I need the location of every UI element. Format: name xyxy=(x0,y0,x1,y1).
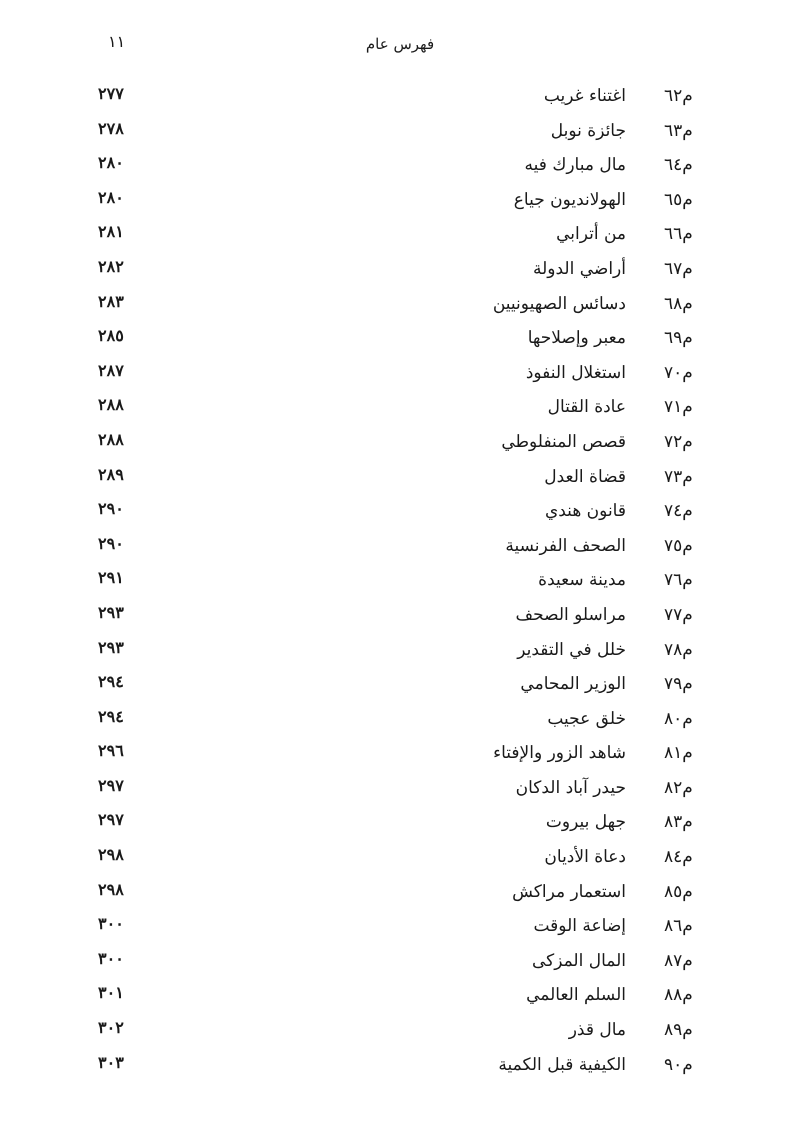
entry-number: م٦٧ xyxy=(664,258,693,279)
entry-number: م٧٢ xyxy=(664,431,693,452)
entry-number: م٧٤ xyxy=(664,501,693,522)
entry-number: م٩٠ xyxy=(664,1054,693,1075)
entry-title: دعاة الأديان xyxy=(544,847,626,868)
index-entry xyxy=(0,843,800,878)
entry-page-number: ٢٨٣ xyxy=(98,291,124,311)
index-entry xyxy=(0,566,800,601)
entry-title: دسائس الصهيونيين xyxy=(492,293,626,314)
entry-number: م٨٠ xyxy=(664,708,693,729)
entry-page-number: ٢٩٠ xyxy=(98,499,124,519)
entry-title: استعمار مراكش xyxy=(512,881,626,902)
index-list xyxy=(0,82,800,1085)
entry-title: الكيفية قبل الكمية xyxy=(498,1054,626,1075)
entry-title: من أترابي xyxy=(556,224,626,245)
entry-page-number: ٢٨٠ xyxy=(98,187,124,207)
entry-title: خلل في التقدير xyxy=(517,639,626,660)
entry-page-number: ٢٩٧ xyxy=(98,810,124,830)
entry-title: جائزة نوبل xyxy=(550,120,626,141)
entry-title: قضاة العدل xyxy=(544,466,626,487)
entry-title: شاهد الزور والإفتاء xyxy=(493,743,626,764)
index-entry xyxy=(0,220,800,255)
index-entry xyxy=(0,532,800,567)
entry-page-number: ٢٧٧ xyxy=(98,84,124,103)
entry-page-number: ٢٩٤ xyxy=(98,706,124,726)
index-entry xyxy=(0,808,800,843)
page-number: ١١ xyxy=(108,32,126,51)
entry-page-number: ٣٠٠ xyxy=(98,914,124,934)
entry-page-number: ٢٩٨ xyxy=(98,879,124,899)
entry-number: م٧٩ xyxy=(664,674,693,695)
entry-number: م٦٨ xyxy=(664,293,693,314)
entry-page-number: ٢٨٠ xyxy=(98,153,124,173)
entry-title: مدينة سعيدة xyxy=(538,570,626,591)
index-entry xyxy=(0,636,800,671)
entry-title: الوزير المحامي xyxy=(520,674,626,695)
index-entry xyxy=(0,463,800,498)
entry-page-number: ٢٨٩ xyxy=(98,464,124,484)
entry-number: م٧٠ xyxy=(664,362,693,383)
entry-page-number: ٢٨١ xyxy=(98,222,124,242)
entry-title: جهل بيروت xyxy=(545,812,626,833)
entry-number: م٨٧ xyxy=(664,950,693,971)
index-entry xyxy=(0,117,800,152)
entry-number: م٦٦ xyxy=(664,224,693,245)
entry-page-number: ٢٩٣ xyxy=(98,637,124,657)
index-entry xyxy=(0,428,800,463)
entry-page-number: ٢٨٥ xyxy=(98,326,124,346)
entry-title: أراضي الدولة xyxy=(533,258,626,279)
index-entry xyxy=(0,912,800,947)
entry-page-number: ٣٠٢ xyxy=(98,1018,124,1038)
entry-page-number: ٢٩٠ xyxy=(98,533,124,553)
entry-page-number: ٢٩٨ xyxy=(98,845,124,865)
entry-title: السلم العالمي xyxy=(526,985,626,1006)
entry-number: م٨٣ xyxy=(664,812,693,833)
entry-title: قصص المنفلوطي xyxy=(501,431,626,452)
entry-title: استغلال النفوذ xyxy=(525,362,626,383)
entry-number: م٨٨ xyxy=(664,985,693,1006)
index-entry xyxy=(0,186,800,221)
entry-number: م٨٤ xyxy=(664,847,693,868)
entry-page-number: ٣٠٣ xyxy=(98,1052,124,1072)
entry-page-number: ٢٩١ xyxy=(98,568,124,588)
entry-number: م٨٢ xyxy=(664,777,693,798)
entry-page-number: ٢٧٨ xyxy=(98,118,124,138)
entry-title: الصحف الفرنسية xyxy=(505,535,626,556)
index-entry xyxy=(0,601,800,636)
entry-title: عادة القتال xyxy=(547,397,626,418)
index-entry xyxy=(0,774,800,809)
entry-number: م٨٥ xyxy=(664,881,693,902)
entry-page-number: ٢٩٧ xyxy=(98,775,124,795)
index-entry xyxy=(0,82,800,117)
entry-page-number: ٢٨٢ xyxy=(98,256,124,276)
entry-page-number: ٢٩٦ xyxy=(98,741,124,761)
entry-number: م٦٢ xyxy=(664,86,693,106)
entry-title: إضاعة الوقت xyxy=(533,916,626,937)
entry-number: م٨٦ xyxy=(664,916,693,937)
index-entry xyxy=(0,739,800,774)
entry-page-number: ٢٨٧ xyxy=(98,360,124,380)
entry-title: حيدر آباد الدكان xyxy=(515,777,626,798)
index-entry xyxy=(0,151,800,186)
index-entry xyxy=(0,359,800,394)
entry-page-number: ٣٠٠ xyxy=(98,948,124,968)
entry-title: خلق عجيب xyxy=(547,708,626,729)
entry-number: م٧٦ xyxy=(664,570,693,591)
index-entry xyxy=(0,705,800,740)
entry-page-number: ٢٨٨ xyxy=(98,395,124,415)
entry-number: م٦٩ xyxy=(664,328,693,349)
entry-title: اغتناء غريب xyxy=(543,86,626,106)
entry-number: م٦٤ xyxy=(664,155,693,176)
entry-number: م٧٣ xyxy=(664,466,693,487)
entry-title: معبر وإصلاحها xyxy=(527,328,626,349)
index-entry xyxy=(0,497,800,532)
index-entry xyxy=(0,290,800,325)
index-entry xyxy=(0,1016,800,1051)
entry-title: الهولانديون جياع xyxy=(513,189,626,210)
entry-number: م٦٥ xyxy=(664,189,693,210)
index-entry xyxy=(0,947,800,982)
entry-page-number: ٢٩٤ xyxy=(98,672,124,692)
entry-title: مراسلو الصحف xyxy=(515,604,626,625)
index-entry xyxy=(0,324,800,359)
index-entry xyxy=(0,878,800,913)
entry-title: مال مبارك فيه xyxy=(524,155,626,176)
entry-number: م٨٩ xyxy=(664,1020,693,1041)
entry-number: م٨١ xyxy=(664,743,693,764)
entry-number: م٧٧ xyxy=(664,604,693,625)
entry-number: م٧١ xyxy=(664,397,693,418)
entry-title: مال قذر xyxy=(568,1020,626,1041)
index-entry xyxy=(0,393,800,428)
index-entry xyxy=(0,1051,800,1086)
entry-title: المال المزكى xyxy=(531,950,626,971)
index-entry xyxy=(0,255,800,290)
entry-number: م٧٨ xyxy=(664,639,693,660)
entry-page-number: ٣٠١ xyxy=(98,983,124,1003)
index-entry xyxy=(0,981,800,1016)
entry-page-number: ٢٩٣ xyxy=(98,602,124,622)
entry-number: م٦٣ xyxy=(664,120,693,141)
page-header-title: فهرس عام xyxy=(365,35,435,53)
index-entry xyxy=(0,670,800,705)
entry-number: م٧٥ xyxy=(664,535,693,556)
entry-page-number: ٢٨٨ xyxy=(98,429,124,449)
entry-title: قانون هندي xyxy=(544,501,626,522)
